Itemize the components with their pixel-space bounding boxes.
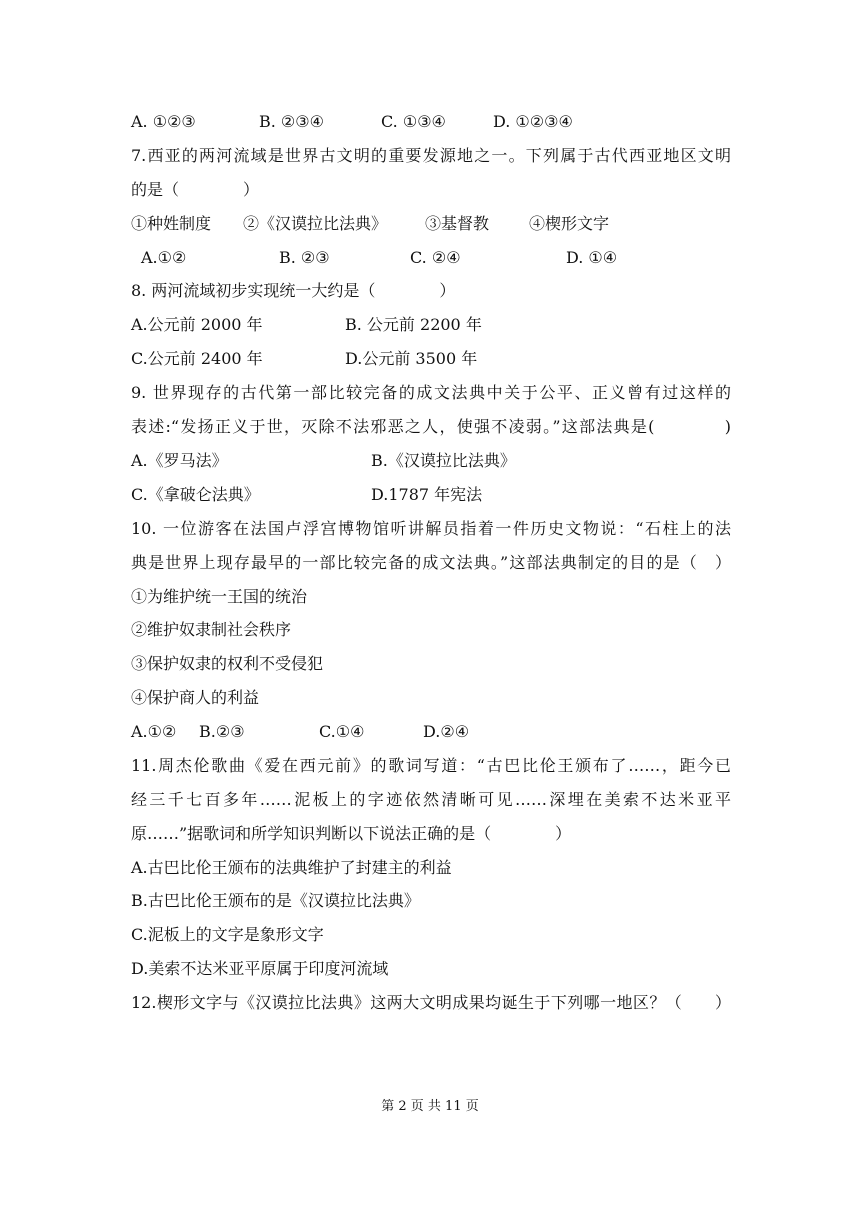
q8-option-d: D.公元前 3500 年 [345, 349, 478, 368]
q11-stem-line1: 11.周杰伦歌曲《爱在西元前》的歌词写道：“古巴比伦王颁布了……，距今已 [131, 756, 731, 775]
q7-stem-line1: 7.西亚的两河流域是世界古文明的重要发源地之一。下列属于古代西亚地区文明 [131, 146, 731, 165]
q10-item-1: ①为维护统一王国的统治 [131, 587, 308, 606]
q12-stem: 12.楔形文字与《汉谟拉比法典》这两大文明成果均诞生于下列哪一地区？（ ） [131, 993, 731, 1012]
q9-option-b: B.《汉谟拉比法典》 [371, 451, 516, 470]
q7-option-d: D. ①④ [566, 248, 618, 267]
q9-option-d: D.1787 年宪法 [371, 485, 483, 504]
q11-option-d: D.美索不达米亚平原属于印度河流域 [131, 959, 389, 978]
q11-stem-line3: 原……”据歌词和所学知识判断以下说法正确的是（ ） [131, 824, 572, 843]
q7-item-1: ①种姓制度 [131, 214, 212, 233]
q6-option-c: C. ①③④ [381, 112, 446, 131]
q11-option-a: A.古巴比伦王颁布的法典维护了封建主的利益 [131, 858, 452, 877]
q9-stem-line1: 9. 世界现存的古代第一部比较完备的成文法典中关于公平、正义曾有过这样的 [131, 383, 731, 402]
q6-option-a: A. ①②③ [131, 112, 196, 131]
q7-item-3: ③基督教 [425, 214, 490, 233]
q10-item-4: ④保护商人的利益 [131, 688, 260, 707]
q6-option-d: D. ①②③④ [493, 112, 573, 131]
q8-stem: 8. 两河流域初步实现统一大约是（ ） [131, 281, 456, 300]
q10-option-a: A.①② [131, 722, 177, 741]
q10-option-d: D.②④ [423, 722, 470, 741]
q7-item-2: ②《汉谟拉比法典》 [243, 214, 388, 233]
page-footer: 第 2 页 共 11 页 [381, 1099, 479, 1114]
q7-item-4: ④楔形文字 [529, 214, 610, 233]
q10-stem-line2: 典是世界上现存最早的一部比较完备的成文法典。”这部法典制定的目的是（ ） [131, 553, 731, 572]
q7-stem-line2: 的是（ ） [131, 180, 260, 199]
q8-option-a: A.公元前 2000 年 [131, 315, 263, 334]
q8-option-b: B. 公元前 2200 年 [345, 315, 482, 334]
q11-option-b: B.古巴比伦王颁布的是《汉谟拉比法典》 [131, 891, 420, 910]
q6-option-b: B. ②③④ [259, 112, 324, 131]
q10-option-b: B.②③ [199, 722, 245, 741]
q7-option-b: B. ②③ [279, 248, 330, 267]
q7-option-a: A.①② [141, 248, 187, 267]
q10-item-3: ③保护奴隶的权利不受侵犯 [131, 654, 324, 673]
q9-stem-line2: 表述:“发扬正义于世，灭除不法邪恶之人，使强不凌弱。”这部法典是( ) [131, 417, 731, 436]
q11-option-c: C.泥板上的文字是象形文字 [131, 925, 324, 944]
q10-option-c: C.①④ [319, 722, 365, 741]
q7-option-c: C. ②④ [410, 248, 461, 267]
q9-option-a: A.《罗马法》 [131, 451, 228, 470]
q8-option-c: C.公元前 2400 年 [131, 349, 263, 368]
q9-option-c: C.《拿破仑法典》 [131, 485, 260, 504]
q10-item-2: ②维护奴隶制社会秩序 [131, 620, 292, 639]
q10-stem-line1: 10. 一位游客在法国卢浮宫博物馆听讲解员指着一件历史文物说：“石柱上的法 [131, 519, 731, 538]
q11-stem-line2: 经三千七百多年……泥板上的字迹依然清晰可见……深埋在美索不达米亚平 [131, 790, 731, 809]
